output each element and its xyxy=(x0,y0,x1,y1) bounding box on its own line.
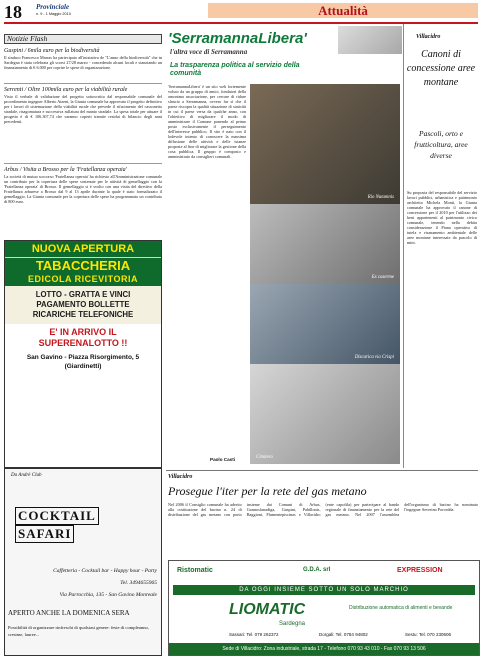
address-line: San Gavino - Piazza Risorgimento, 5 xyxy=(26,354,140,361)
ad-tabaccheria xyxy=(4,240,162,468)
brand-logo: Provinciale xyxy=(36,3,70,11)
ad-cocktail-safari xyxy=(4,468,162,656)
flash-body: Visto il verbale di validazione del progetto sottoscritto dal responsabile comunale del procedimento ingegner Alberto Atzeni, la Giunta comunale ha approvato il progetto definitivo per i lavori di sistemazione della viabilità rurale che prevede il rifacimento del cassonetto stradale, risagomatura e successiva rullatura del manto stradale. La spesa totale per attuare il progetto è di € 106.307,74 che saranno coperti tramite residui di bilancio degli anni precedenti. xyxy=(4,94,162,124)
side-subheadline: Pascoli, orto e frutticoltura, aree diverse xyxy=(414,129,468,160)
service-line: PAGAMENTO BOLLETTE xyxy=(36,300,130,309)
flash-head: Arbus / Visita a Brosso per la 'Fratellanza operaia' xyxy=(4,167,127,173)
header-divider xyxy=(4,22,478,24)
side-label: Villacidro xyxy=(416,34,441,40)
flash-head: Serrenti / Oltre 100mila euro per la viabilità rurale xyxy=(4,87,128,93)
photo-discarica xyxy=(250,284,400,364)
liomatic-distribuzione: Distribuzione automatica di alimenti e bevande xyxy=(349,605,453,611)
ad-liomatic xyxy=(168,560,480,656)
cocktail-word: COCKTAIL xyxy=(15,507,99,525)
ad-tagline: DA OGGI INSIEME SOTTO UN SOLO MARCHIO xyxy=(173,585,475,595)
cocktail-title xyxy=(15,507,161,543)
brand-expression: EXPRESSION xyxy=(397,567,443,574)
brand-gda: G.D.A. srl xyxy=(303,567,331,573)
divider xyxy=(4,83,162,84)
liomatic-logo: LIOMATIC xyxy=(229,601,306,618)
flash-head: Guspini / 6mila euro per la biodiversità xyxy=(4,48,100,54)
photo-caption: Cimitero xyxy=(256,455,273,460)
photo-cimitero xyxy=(250,364,400,464)
main-kicker: La trasparenza politica al servizio della comunità xyxy=(170,62,300,77)
column-divider xyxy=(403,24,404,468)
ad-tabaccheria-label: TABACCHERIA xyxy=(5,257,161,273)
photo-caserme xyxy=(250,204,400,284)
liomatic-sardegna: Sardegna xyxy=(279,621,306,627)
flash-item-arbus xyxy=(4,167,162,204)
cocktail-phone: Tel. 3494655965 xyxy=(120,580,157,586)
phone-sassari: Sassari: Tel. 079 262372 xyxy=(229,632,279,637)
arrivo-line: E' IN ARRIVO IL xyxy=(49,327,117,337)
flash-item-guspini xyxy=(4,48,162,70)
side-headline: Canoni di concessione aree montane xyxy=(406,49,476,88)
ad-edicola-label: EDICOLA RICEVITORIA xyxy=(5,273,161,286)
main-author: Paolo Casti xyxy=(210,457,236,462)
main-subtitle: l'altra voce di Serramanna xyxy=(170,48,248,56)
phone-dorgali: Dorgali: Tel. 0784 94802 xyxy=(319,632,368,637)
flash-body: Il sindaco Francesco Marras ha partecipato all'iniziativa de "L'anno della biodiversità" che in Sardegna è stata celebrata gli scorsi 27/28 marzo - concedendo alcuni locali e stanziando un finanziamento di € 6.000 per coprire le spese di organizzazione. xyxy=(4,55,162,70)
arrivo-line: SUPERENALOTTO !! xyxy=(38,338,128,348)
service-line: RICARICHE TELEFONICHE xyxy=(32,310,134,319)
serramanna-logo-image xyxy=(338,26,402,54)
cocktail-services: Caffetteria - Cocktail bar - Happy hour - Party xyxy=(53,568,157,574)
page-number: 18 xyxy=(4,2,22,22)
photo-caption: Discarica via Crispi xyxy=(354,355,394,360)
photo-rio xyxy=(250,84,400,204)
photo-caption: Ex caserme xyxy=(371,275,394,280)
liomatic-sede: Sede di Villacidro: Zona industriale, strada 17 - Telefono 070 93 43 010 - Fax 070 93 13 506 xyxy=(169,643,479,655)
ad-services xyxy=(5,286,161,324)
notizie-flash-bar: Notizie Flash xyxy=(4,34,162,44)
section-title: Attualità xyxy=(208,3,478,18)
side-body: Su proposta del responsabile del servizio lavori pubblici, urbanistica e patrimonio architetto Michela Monti, la Giunta comunale ha approvato il canone di concessione per il 2010 per l'utilizzo dei beni appartenenti al patrimonio civico comunale, tenendo nella debita considerazione il Piano operativo di tutela e risanamento ambientale delle aree montane interessate da pascolo di mini. xyxy=(407,190,477,245)
main-body: 'SerramannaLibera' è un sito web fortemente voluto da un gruppo di amici, fondatori della omonima associazione, per cercare di ridare slancio a Serramanna, ovvero far sì che il paese riscopra la qualità situazione di staticità in cui il paese versa da qualche anno, con l'obiettivo di migliorare il modo di amministrare il Comune ponendo al primo posto esclusivamente il perseguimento dell'interesse pubblico. Il sito è nato con il lodevole intento di conoscere la massima diffusione delle attività e delle istanze proposte al fine di migliorare la gestione della cosa pubblica. Il gruppo è composto e amministrato da consiglieri comunali. xyxy=(168,84,246,159)
gas-label: Villacidro xyxy=(168,474,193,480)
safari-word: SAFARI xyxy=(15,525,74,543)
gas-title: Prosegue l'iter per la rete del gas metano xyxy=(168,484,367,498)
cocktail-address: Via Parrocchia, 135 - San Gavino Monreale xyxy=(59,592,157,598)
divider xyxy=(166,470,478,471)
club-logo: Da Andrè Club xyxy=(11,473,42,478)
cocktail-aperto: APERTO ANCHE LA DOMENICA SERA xyxy=(8,609,130,617)
ad-address xyxy=(5,349,161,371)
ad-title: NUOVA APERTURA xyxy=(5,241,161,257)
cocktail-possibilita: Possibilità di organizzare rinfreschi di qualsiasi genere: feste di compleanno, cresime, lauree... xyxy=(8,625,150,637)
photo-caption: Rio Nutamnis xyxy=(367,195,394,200)
phone-sestu: Sestu: Tel. 070 230606 xyxy=(405,632,451,637)
main-title: 'SerramannaLibera' xyxy=(168,30,307,47)
flash-item-serrenti xyxy=(4,87,162,124)
gas-body: Nel 2006 il Consiglio comunale ha aderito alla costituzione del bacino n. 24 di distribuzione del gas metano con porto insieme dai Comuni di Arbus, Gonnosfanadiga, Guspini, Pabillonis, Baggioni, Flumentepiscinas e Villacidro (ente capofila) per partecipare al bando regionale di finanziamento per la rete del gas metano. Nel 2007 l'assemblea dell'organismo di bacino ha nominato l'ingegner Severino Porcedda. xyxy=(168,502,478,517)
service-line: LOTTO - GRATTA E VINCI xyxy=(35,290,131,299)
issue-date: n. 9 - 1 Maggio 2010 xyxy=(36,12,71,16)
brand-ristomatic: Ristomatic xyxy=(177,567,213,574)
address-line: (Giardinetti) xyxy=(64,363,102,370)
divider xyxy=(4,163,162,164)
flash-body: La società di mutuo soccorso 'Fratellanza operaia' ha richiesto all'Amministrazione comunale un contributo per la copertura delle spese sostenute per le attività di gemellaggio con la 'Fratellanza operaia' di Brosso. Il gemellaggio si è svolto con una visita del direttivo della Fratellanza arburese a Brosso dal 9 al 13 aprile durante la quale è stato formalizzato il gemellaggio. La Giunta comunale per la copertura delle spese ha programmato un contributo di 800 euro. xyxy=(4,174,162,204)
ad-superenalotto xyxy=(5,324,161,349)
